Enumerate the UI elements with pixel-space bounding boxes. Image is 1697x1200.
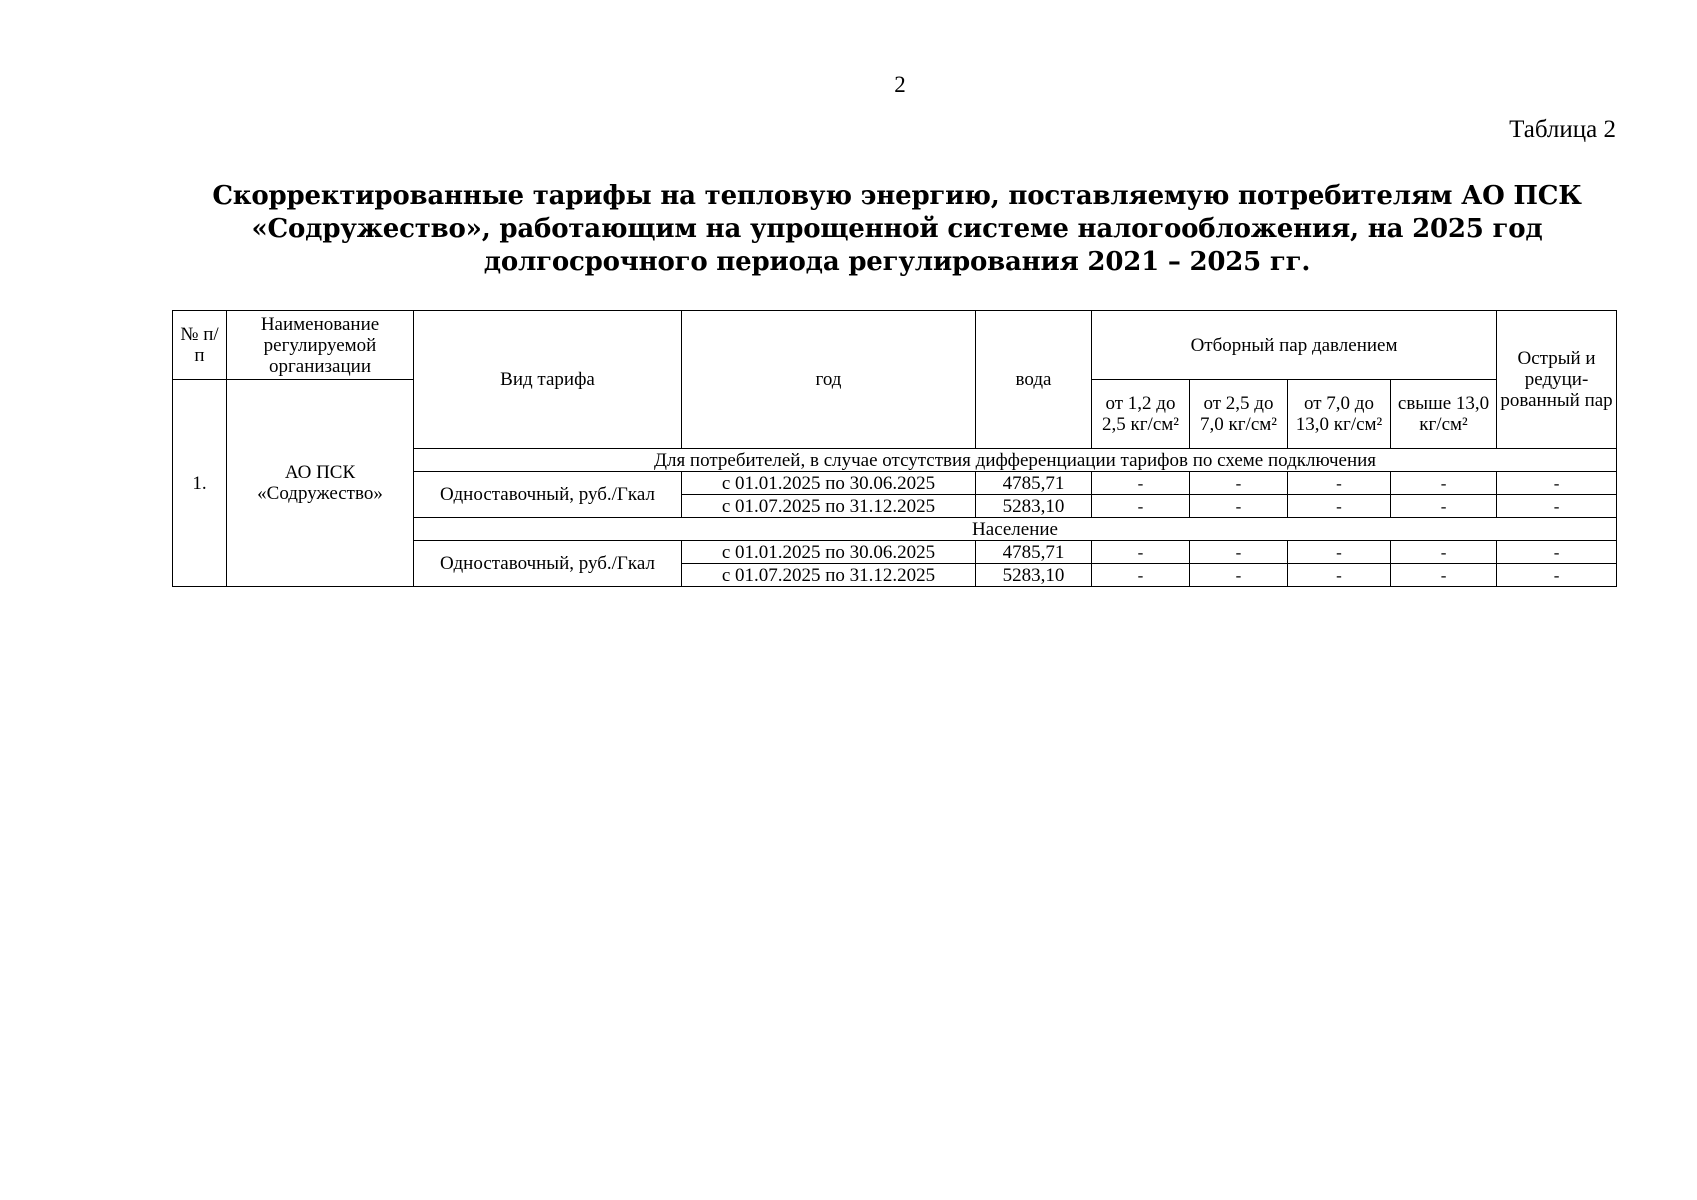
- tariff-type: Одноставочный, руб./Гкал: [414, 541, 682, 587]
- header-steam-4: свыше 13,0 кг/см²: [1391, 380, 1497, 449]
- steam-4-value: -: [1391, 472, 1497, 495]
- period: с 01.07.2025 по 31.12.2025: [682, 495, 976, 518]
- header-steam-3: от 7,0 до 13,0 кг/см²: [1288, 380, 1391, 449]
- water-value: 5283,10: [976, 564, 1092, 587]
- water-value: 4785,71: [976, 472, 1092, 495]
- period: с 01.01.2025 по 30.06.2025: [682, 541, 976, 564]
- row-number: 1.: [173, 380, 227, 587]
- section-title: Для потребителей, в случае отсутствия дифференциации тарифов по схеме подключения: [414, 449, 1617, 472]
- steam-1-value: -: [1092, 564, 1190, 587]
- tariff-type: Одноставочный, руб./Гкал: [414, 472, 682, 518]
- steam-3-value: -: [1288, 564, 1391, 587]
- steam-4-value: -: [1391, 541, 1497, 564]
- tariff-table: [172, 310, 1617, 587]
- header-steam-2: от 2,5 до 7,0 кг/см²: [1190, 380, 1288, 449]
- header-org: Наименование регулируемой организации: [227, 311, 414, 380]
- sharp-steam-value: -: [1497, 472, 1617, 495]
- steam-1-value: -: [1092, 472, 1190, 495]
- header-row-1: [173, 311, 1617, 380]
- steam-2-value: -: [1190, 564, 1288, 587]
- org-name: АО ПСК «Содружество»: [227, 380, 414, 587]
- document-title: Скорректированные тарифы на тепловую энергию, поставляемую потребителям АО ПСК «Содружество», работающим на упрощенной системе налогообложения, на 2025 год долгосрочного периода регулирования 2021 – 2025 гг.: [212, 181, 1582, 277]
- steam-3-value: -: [1288, 472, 1391, 495]
- header-sharp-steam: Острый и редуци-рованный пар: [1497, 311, 1617, 449]
- period: с 01.01.2025 по 30.06.2025: [682, 472, 976, 495]
- page-number: 2: [894, 72, 906, 97]
- sharp-steam-value: -: [1497, 564, 1617, 587]
- header-steam-group: Отборный пар давлением: [1092, 311, 1497, 380]
- steam-4-value: -: [1391, 495, 1497, 518]
- steam-2-value: -: [1190, 541, 1288, 564]
- header-water: вода: [976, 311, 1092, 449]
- steam-4-value: -: [1391, 564, 1497, 587]
- steam-2-value: -: [1190, 495, 1288, 518]
- sharp-steam-value: -: [1497, 541, 1617, 564]
- period: с 01.07.2025 по 31.12.2025: [682, 564, 976, 587]
- header-num: № п/п: [173, 311, 227, 380]
- steam-2-value: -: [1190, 472, 1288, 495]
- header-year: год: [682, 311, 976, 449]
- steam-1-value: -: [1092, 495, 1190, 518]
- steam-3-value: -: [1288, 541, 1391, 564]
- steam-1-value: -: [1092, 541, 1190, 564]
- header-steam-1: от 1,2 до 2,5 кг/см²: [1092, 380, 1190, 449]
- section-title: Население: [414, 518, 1617, 541]
- table-label: Таблица 2: [1509, 116, 1616, 143]
- steam-3-value: -: [1288, 495, 1391, 518]
- sharp-steam-value: -: [1497, 495, 1617, 518]
- water-value: 4785,71: [976, 541, 1092, 564]
- water-value: 5283,10: [976, 495, 1092, 518]
- header-tariff-type: Вид тарифа: [414, 311, 682, 449]
